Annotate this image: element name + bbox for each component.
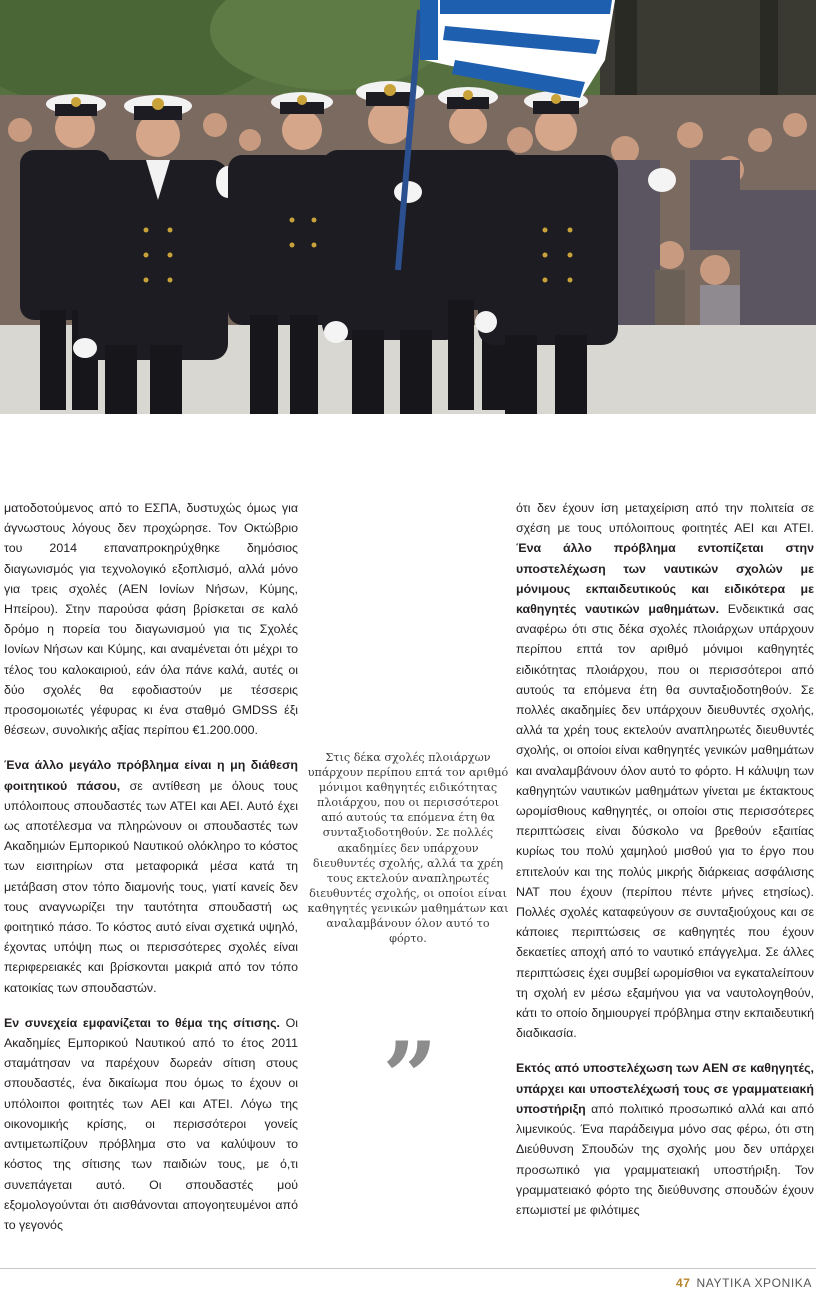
parade-illustration bbox=[0, 0, 816, 414]
quote-mark-icon: ” bbox=[382, 1021, 438, 1134]
left-column bbox=[4, 498, 298, 1235]
publication-name: ΝΑΥΤΙΚΑ ΧΡΟΝΙΚΑ bbox=[696, 1276, 812, 1290]
paragraph: ματοδοτούμενος από το ΕΣΠΑ, δυστυχώς όμως για άγνωστους λόγους δεν προχώρησε. Τον Οκτώβριο του 2014 επαναπροκηρύχθηκε δημόσιος διαγωνισμός για τεχνολογικό εξοπλισμό, αλλά μόνο για τρεις σχολές (ΑΕΝ Ιονίων Νήσων, Κύμης, Ηπείρου). Στην παρούσα φάση βρίσκεται σε καλό δρόμο η πορεία του διαγωνισμού για τις Σχολές Ιονίων Νήσων και Κύμης, και αναμένεται ότι μέχρι το τέλος του καλοκαιριού, εάν όλα πάνε καλά, αυτές οι δύο σχολές θα εφοδιαστούν με τέσσερις προσομοιωτές γέφυρας κι ένα σταθμό GMDSS έξι θέσεων, συνολικής αξίας περίπου €1.200.000. bbox=[4, 501, 298, 738]
paragraph-lead: Εκτός από υποστελέχωση των ΑΕΝ σε καθηγητές, υπάρχει και υποστελέχωσή τους σε γραμματειακή υποστήριξη bbox=[516, 1061, 814, 1116]
paragraph: Εκτός από υποστελέχωση των ΑΕΝ σε καθηγητές, υπάρχει και υποστελέχωσή τους σε γραμματειακή υποστήριξη από πολιτικό προσωπικό αλλά και από λιμενικούς. Ένα παράδειγμα μόνο σας φέρω, ότι στη Διεύθυνση Σπουδών της σχολής μου δεν υπάρχει προσωπικό για γραμματειακή υποστήριξη. Τον γραμματειακό φόρτο της διεύθυνσης σπουδών έχουν επωμιστεί με φιλότιμες bbox=[516, 1061, 814, 1217]
page-footer bbox=[676, 1276, 812, 1290]
right-column bbox=[516, 498, 814, 1220]
paragraph: Ένα άλλο μεγάλο πρόβλημα είναι η μη διάθεση φοιτητικού πάσου, σε αντίθεση με όλους τους υπόλοιπους σπουδαστές των ΑΤΕΙ και ΑΕΙ. Αυτό έχει ως αποτέλεσμα να πληρώνουν οι σπουδαστές των Ακαδημιών Εμπορικού Ναυτικού ολόκληρο το κόστος των εισιτηρίων στα μεταφορικά μέσα κατά τη μετάβαση στον τόπο διαμονής τους, γιατί κανείς δεν τους αναγνωρίζει την ταυτότητα σπουδαστή ως φοιτητικό πάσο. Το κόστος αυτό είναι σχετικά υψηλό, έχοντας υπόψη πως οι περισσότερες σχολές είναι περιφερειακές και βρίσκονται μακριά από τον τόπο κατοικίας των σπουδαστών. bbox=[4, 758, 299, 995]
paragraph: Εν συνεχεία εμφανίζεται το θέμα της σίτισης. Οι Ακαδημίες Εμπορικού Ναυτικού από το έτος 2011 σταμάτησαν να παρέχουν δωρεάν σίτιση στους σπουδαστές, ένα δικαίωμα που όμως το έχουν οι υπόλοιποι φοιτητές των ΑΕΙ και ΑΤΕΙ. Λόγω της οικονομικής κρίσης, οι περισσότεροι γονείς αντιμετωπίζουν πρόβλημα στο να καλύψουν το κόστος της σίτισης των παιδιών τους, με ό,τι συνεπάγεται αυτό. Οι σπουδαστές μού εξομολογούνται ότι αισθάνονται απογοητευμένοι από το γεγονός bbox=[4, 1015, 298, 1232]
footer-divider bbox=[0, 1268, 816, 1269]
paragraph-lead: Ένα άλλο πρόβλημα εντοπίζεται στην υποστελέχωση των ναυτικών σχολών με μόνιμους εκπαιδευτικούς και ειδικότερα με καθηγητές ναυτικών μαθημάτων. bbox=[516, 541, 814, 617]
paragraph-lead: Ένα άλλο μεγάλο πρόβλημα είναι η μη διάθεση φοιτητικού πάσου, bbox=[4, 758, 298, 793]
paragraph-lead: Εν συνεχεία εμφανίζεται το θέμα της σίτισης. bbox=[4, 1015, 280, 1030]
parade-photo bbox=[0, 0, 816, 414]
page-number: 47 bbox=[675, 1276, 691, 1290]
paragraph: ότι δεν έχουν ίση μεταχείριση από την πολιτεία σε σχέση με τους υπόλοιπους φοιτητές ΑΕΙ και ΑΤΕΙ. Ένα άλλο πρόβλημα εντοπίζεται στην υποστελέχωση των ναυτικών σχολών με μόνιμους εκπαιδευτικούς και ειδικότερα με καθηγητές ναυτικών μαθημάτων. Ενδεικτικά σας αναφέρω ότι στις δέκα σχολές πλοιάρχων υπάρχουν περίπου επτά τον αριθμό μόνιμοι καθηγητές ειδικότητας πλοιάρχου, που οι περισσότεροι από αυτούς τα επόμενα έτη θα συνταξιοδοτηθούν. Σε πολλές ακαδημίες δεν υπάρχουν διευθυντές σχολής, αλλά τα χρέη τους εκτελούν αναπληρωτές διευθυντές σχολής, οι οποίοι είναι καθηγητές γενικών μαθημάτων και αναλαμβάνουν όλον αυτό το φόρτο. Η κάλυψη των καθηγητών ναυτικών μαθημάτων γίνεται με έκτακτους ωρομίσθιους καθηγητές, οι οποίοι στις περισσότερες περιπτώσεις είναι δύσκολο να βρεθούν εξαιτίας κυρίως του πολύ χαμηλού μισθού για το έργο που επιτελούν και της πολύς μικρής διάρκειας ασφάλισης ΝΑΤ που έχουν (περίπου πέντε μήνες ετησίως). Πολλές σχολές καταφεύγουν σε συνταξιούχους και σε κάποιες περιπτώσεις σε καθηγητές που έχουν δεκαετίες αποχή από το ναυτικό επάγγελμα. Σε άλλες περιπτώσεις έχει συμβεί ωρομίσθιοι να εγκαταλείπουν τη σχολή εν μέσω εξαμήνου για να ναυτολογηθούν, κάτι το οποίο δημιουργεί πρόβλημα στην εκπαιδευτική διαδικασία. bbox=[516, 501, 814, 1041]
pull-quote: Στις δέκα σχολές πλοιάρχων υπάρχουν περίπου επτά τον αριθμό μόνιμοι καθηγητές ειδικότητας πλοιάρχου, που οι περισσότεροι από αυτούς τα επόμενα έτη θα συνταξιοδοτηθούν. Σε πολλές ακαδημίες δεν υπάρχουν διευθυντές σχολής, αλλά τα χρέη τους εκτελούν αναπληρωτές διευθυντές σχολής, οι οποίοι είναι καθηγητές γενικών μαθημάτων και αναλαμβάνουν όλον αυτό το φόρτο. bbox=[307, 751, 509, 946]
